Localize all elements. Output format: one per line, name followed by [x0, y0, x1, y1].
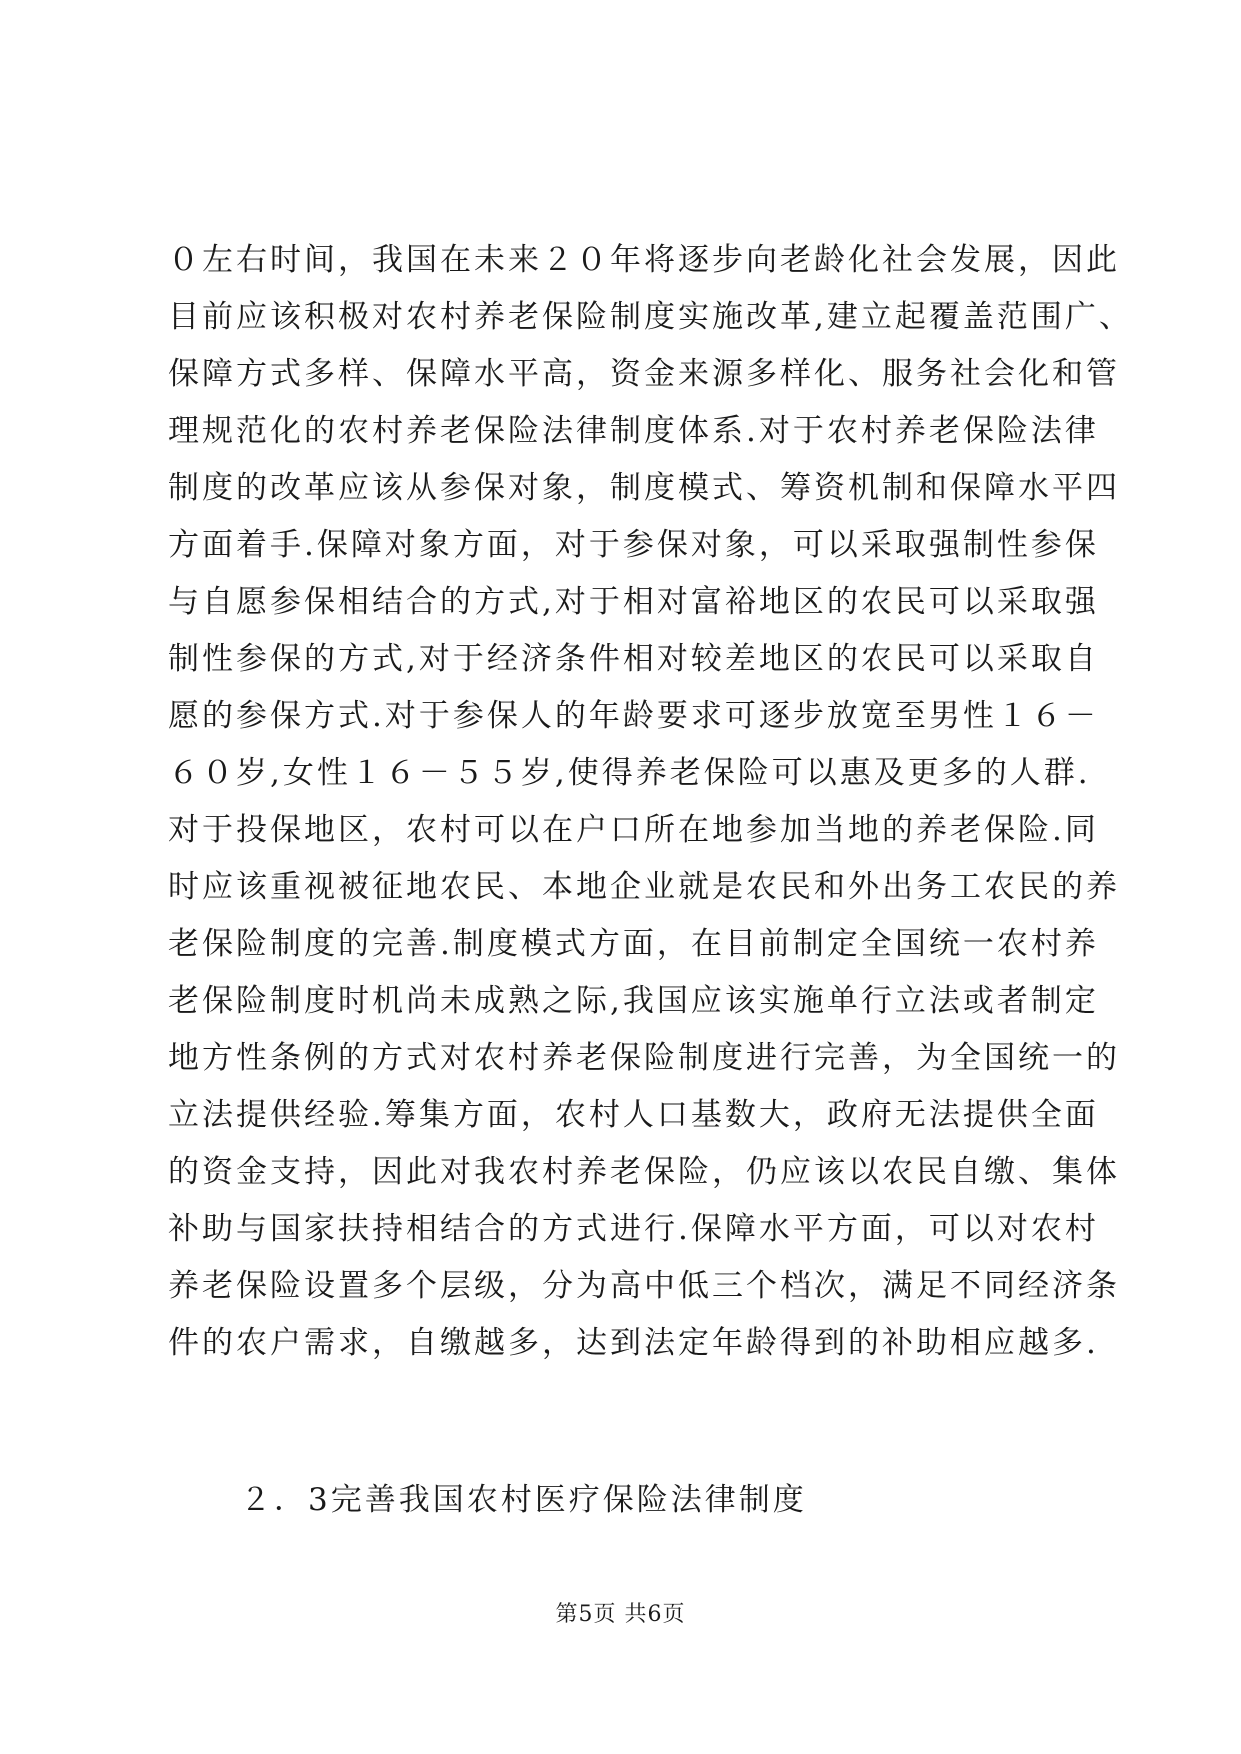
page-footer: 第5页 共6页: [555, 1602, 686, 1627]
text-line: 养老保险设置多个层级，分为高中低三个档次，满足不同经济条: [168, 1268, 1120, 1304]
text-line: 时应该重视被征地农民、本地企业就是农民和外出务工农民的养: [168, 869, 1120, 905]
text-line: ０左右时间，我国在未来２０年将逐步向老龄化社会发展，因此: [168, 242, 1120, 278]
text-line: 老保险制度的完善.制度模式方面，在目前制定全国统一农村养: [168, 926, 1099, 962]
text-line: 理规范化的农村养老保险法律制度体系.对于农村养老保险法律: [168, 413, 1099, 449]
text-line: 件的农户需求，自缴越多，达到法定年龄得到的补助相应越多.: [168, 1325, 1099, 1361]
text-line: 制度的改革应该从参保对象，制度模式、筹资机制和保障水平四: [168, 470, 1120, 506]
text-line: 老保险制度时机尚未成熟之际,我国应该实施单行立法或者制定: [168, 983, 1099, 1019]
text-line: 制性参保的方式,对于经济条件相对较差地区的农民可以采取自: [168, 641, 1099, 677]
body-text: [168, 232, 1133, 1372]
section-heading: ２．3完善我国农村医疗保险法律制度: [240, 1482, 807, 1518]
text-line: 保障方式多样、保障水平高，资金来源多样化、服务社会化和管: [168, 356, 1120, 392]
text-line: 立法提供经验.筹集方面，农村人口基数大，政府无法提供全面: [168, 1097, 1099, 1133]
text-line: 方面着手.保障对象方面，对于参保对象，可以采取强制性参保: [168, 527, 1099, 563]
text-line: 补助与国家扶持相结合的方式进行.保障水平方面，可以对农村: [168, 1211, 1099, 1247]
text-line: 的资金支持，因此对我农村养老保险，仍应该以农民自缴、集体: [168, 1154, 1120, 1190]
text-line: 地方性条例的方式对农村养老保险制度进行完善，为全国统一的: [168, 1040, 1120, 1076]
text-line: 愿的参保方式.对于参保人的年龄要求可逐步放宽至男性１６－: [168, 698, 1099, 734]
text-line: 目前应该积极对农村养老保险制度实施改革,建立起覆盖范围广、: [168, 299, 1133, 335]
text-line: 对于投保地区，农村可以在户口所在地参加当地的养老保险.同: [168, 812, 1099, 848]
text-line: ６０岁,女性１６－５５岁,使得养老保险可以惠及更多的人群.: [168, 755, 1091, 791]
text-line: 与自愿参保相结合的方式,对于相对富裕地区的农民可以采取强: [168, 584, 1099, 620]
